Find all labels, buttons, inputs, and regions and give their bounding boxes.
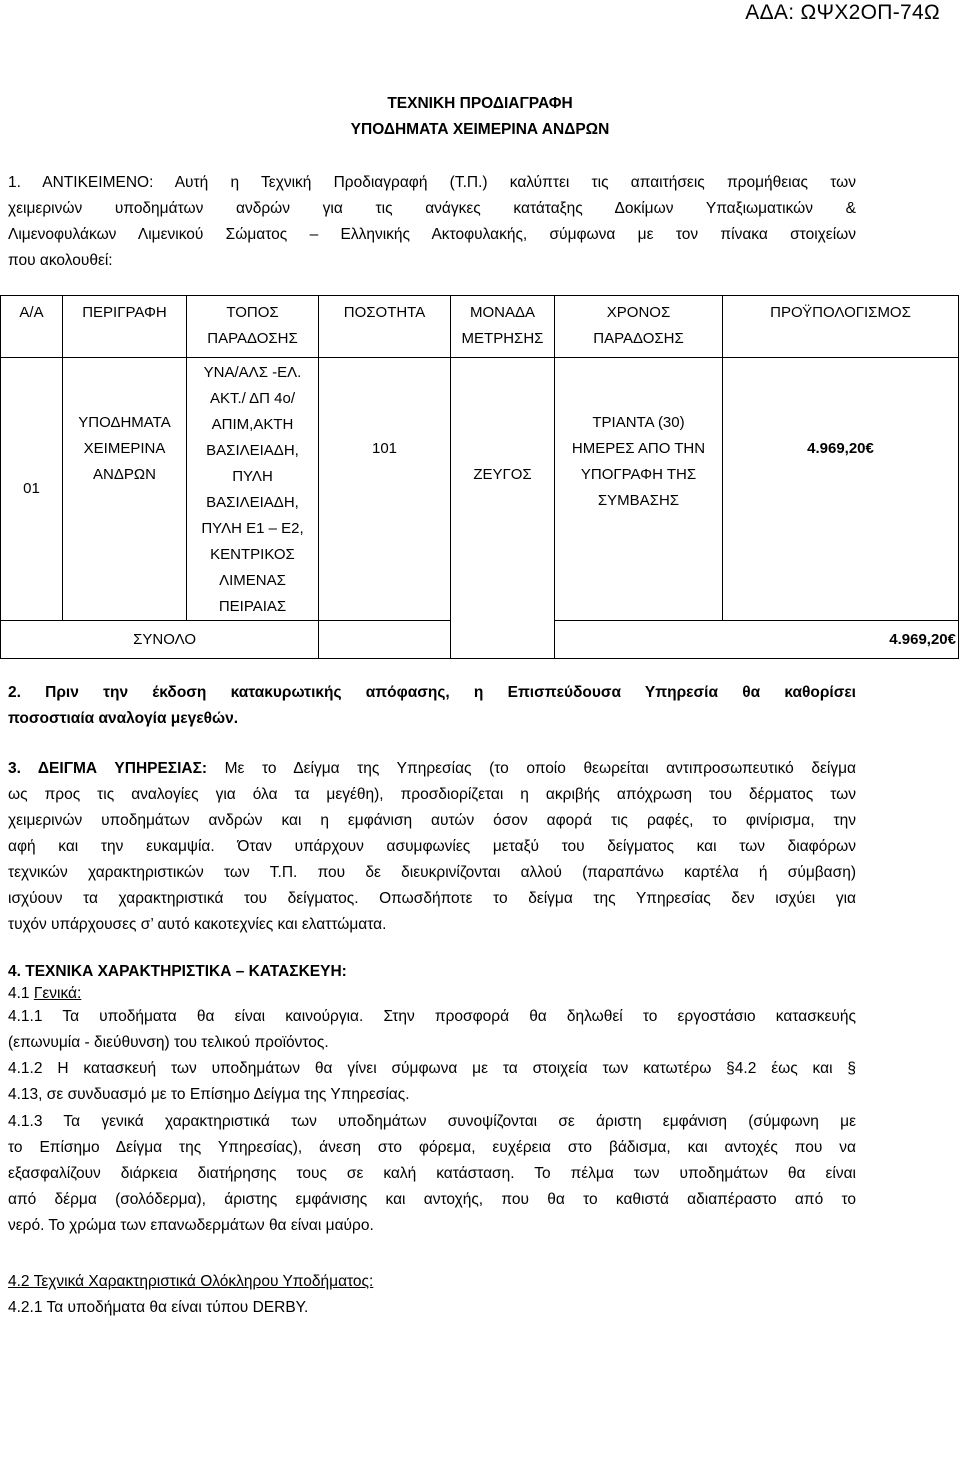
- section-1-line: Λιμενοφυλάκων Λιμενικού Σώματος – Ελληνικής Ακτοφυλακής, σύμφωνα με τον πίνακα στοιχείων: [8, 226, 856, 243]
- section-3-line: ισχύουν τα χαρακτηριστικά του δείγματος. Οπωσδήποτε το δείγμα της Υπηρεσίας δεν ισχύει για: [8, 890, 856, 907]
- section-3-paragraph: [8, 756, 856, 938]
- paragraph-line: 4.13, σε συνδυασμό με το Επίσημο Δείγμα της Υπηρεσίας.: [8, 1086, 410, 1103]
- cell-aa: 01: [1, 358, 63, 621]
- paragraph-line: από δέρμα (σολόδερμα), άριστης εμφάνισης και αντοχής, που θα το καθιστά αδιαπέραστο από το: [8, 1191, 856, 1208]
- cell-budget: 4.969,20€: [723, 358, 959, 621]
- section-3-line: τεχνικών χαρακτηριστικών των Τ.Π. που δε διευκρινίζονται αλλού (παραπάνω καρτέλα ή σύμβαση): [8, 864, 856, 881]
- paragraph-line: εξασφαλίζουν διάρκεια διατήρησης τους σε καλή κατάσταση. Το πέλμα των υποδημάτων θα είναι: [8, 1165, 856, 1182]
- cell-place: ΥΝΑ/ΑΛΣ -ΕΛ. ΑΚΤ./ ΔΠ 4ο/ ΑΠΙΜ,ΑΚΤΗ ΒΑΣΙΛΕΙΑΔΗ, ΠΥΛΗ ΒΑΣΙΛΕΙΑΔΗ, ΠΥΛΗ Ε1 – Ε2, ΚΕΝΤΡΙΚΟΣ ΛΙΜΕΝΑΣ ΠΕΙΡΑΙΑΣ: [187, 358, 319, 621]
- section-3-line: ως προς τις αναλογίες για όλα τα μεγέθη), προσδιορίζεται η ακριβής απόχρωση του δέρματος των: [8, 786, 856, 803]
- section-3-line: 3. ΔΕΙΓΜΑ ΥΠΗΡΕΣΙΑΣ: Με το Δείγμα της Υπηρεσίας (το οποίο θεωρείται αντιπροσωπευτικό δείγμα: [8, 760, 856, 777]
- paragraph-line: 4.1.2 Η κατασκευή των υποδημάτων θα γίνει σύμφωνα με τα στοιχεία των κατωτέρω §4.2 έως και §: [8, 1060, 856, 1077]
- ada-code: ΑΔΑ: ΩΨΧ2ΟΠ-74Ω: [745, 1, 940, 24]
- section-1-line: που ακολουθεί:: [8, 252, 113, 269]
- paragraph-4-1-3: [8, 1109, 856, 1239]
- section-3-line: τυχόν υπάρχουσες σ’ αυτό κακοτεχνίες και ελαττώματα.: [8, 916, 387, 933]
- subsection-4-2-heading: 4.2 Τεχνικά Χαρακτηριστικά Ολόκληρου Υποδήματος:: [8, 1273, 374, 1290]
- table-header-row: [1, 296, 959, 358]
- cell-quantity: 101: [319, 358, 451, 621]
- table-row: [1, 358, 959, 621]
- doc-title: ΤΕΧΝΙΚΗ ΠΡΟΔΙΑΓΡΑΦΗ: [387, 95, 573, 112]
- paragraph-line: 4.1.1 Τα υποδήματα θα είναι καινούργια. Στην προσφορά θα δηλωθεί το εργοστάσιο κατασκευής: [8, 1008, 856, 1025]
- cell-time: ΤΡΙΑΝΤΑ (30) ΗΜΕΡΕΣ ΑΠΟ ΤΗΝ ΥΠΟΓΡΑΦΗ ΤΗΣ ΣΥΜΒΑΣΗΣ: [555, 358, 723, 621]
- doc-subtitle: ΥΠΟΔΗΜΑΤΑ ΧΕΙΜΕΡΙΝΑ ΑΝΔΡΩΝ: [350, 121, 610, 138]
- paragraph-line: 4.1.3 Τα γενικά χαρακτηριστικά των υποδημάτων συνοψίζονται σε άριστη εμφάνιση (σύμφωνη με: [8, 1113, 856, 1130]
- section-4-heading: 4. ΤΕΧΝΙΚΑ ΧΑΡΑΚΤΗΡΙΣΤΙΚΑ – ΚΑΤΑΣΚΕΥΗ:: [8, 963, 347, 980]
- total-empty-cell: [319, 621, 451, 659]
- header-aa: Α/Α: [1, 296, 63, 358]
- section-2-line: ποσοστιαία αναλογία μεγεθών.: [8, 710, 239, 727]
- header-quantity: ΠΟΣΟΤΗΤΑ: [319, 296, 451, 358]
- header-unit: ΜΟΝΑΔΑ ΜΕΤΡΗΣΗΣ: [451, 296, 555, 358]
- paragraph-4-1-2: [8, 1056, 856, 1108]
- header-description: ΠΕΡΙΓΡΑΦΗ: [63, 296, 187, 358]
- section-3-line: αφή και την ευκαμψία. Όταν υπάρχουν ασυμφωνίες μεταξύ του δείγματος και των διαφόρων: [8, 838, 856, 855]
- section-3-heading: 3. ΔΕΙΓΜΑ ΥΠΗΡΕΣΙΑΣ:: [8, 760, 208, 777]
- total-value: 4.969,20€: [555, 621, 959, 659]
- section-2-paragraph: [8, 680, 856, 732]
- section-3-line: χειμερινών υποδημάτων ανδρών και η εμφάνιση αυτών όσον αφορά τις ραφές, το φινίρισμα, την: [8, 812, 856, 829]
- cell-description: ΥΠΟΔΗΜΑΤΑ ΧΕΙΜΕΡΙΝΑ ΑΝΔΡΩΝ: [63, 358, 187, 621]
- header-budget: ΠΡΟΫΠΟΛΟΓΙΣΜΟΣ: [723, 296, 959, 358]
- section-2-line: 2. Πριν την έκδοση κατακυρωτικής απόφασης, η Επισπεύδουσα Υπηρεσία θα καθορίσει: [8, 684, 856, 701]
- paragraph-line: (επωνυμία - διεύθυνση) του τελικού προϊόντος.: [8, 1034, 329, 1051]
- items-table: [0, 295, 959, 659]
- paragraph-line: νερό. Το χρώμα των επανωδερμάτων θα είναι μαύρο.: [8, 1217, 374, 1234]
- section-1-line: 1. ΑΝΤΙΚΕΙΜΕΝΟ: Αυτή η Τεχνική Προδιαγραφή (Τ.Π.) καλύπτει τις απαιτήσεις προμήθειας των: [8, 174, 856, 191]
- paragraph-4-1-1: [8, 1004, 856, 1056]
- section-1-paragraph: [8, 170, 856, 274]
- paragraph-line: το Επίσημο Δείγμα της Υπηρεσίας), άνεση στο φόρεμα, ευχέρεια στο βάδισμα, και αντοχές που να: [8, 1139, 856, 1156]
- subsection-4-1-heading: 4.1 Γενικά:: [8, 985, 82, 1002]
- header-time: ΧΡΟΝΟΣ ΠΑΡΑΔΟΣΗΣ: [555, 296, 723, 358]
- paragraph-4-2-1: 4.2.1 Τα υποδήματα θα είναι τύπου DERBY.: [8, 1299, 309, 1316]
- cell-unit: ΖΕΥΓΟΣ: [451, 358, 555, 659]
- section-1-line: χειμερινών υποδημάτων ανδρών για τις ανάγκες κατάταξης Δοκίμων Υπαξιωματικών &: [8, 200, 856, 217]
- total-label: ΣΥΝΟΛΟ: [1, 621, 319, 659]
- header-place: ΤΟΠΟΣ ΠΑΡΑΔΟΣΗΣ: [187, 296, 319, 358]
